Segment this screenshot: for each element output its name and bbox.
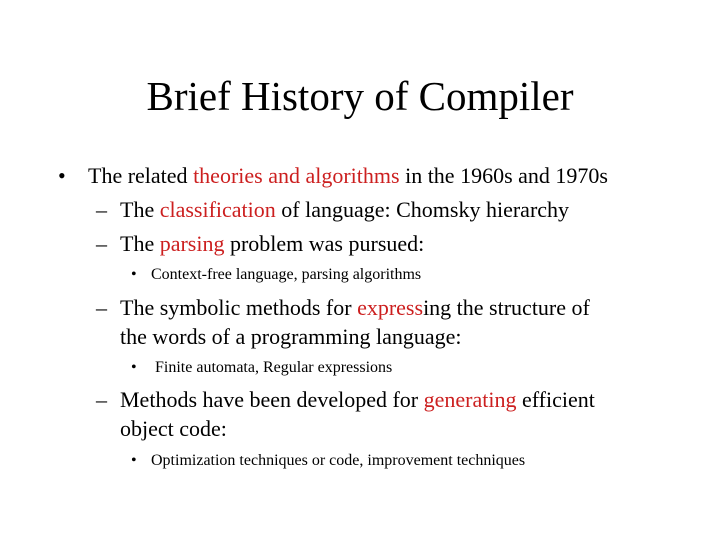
bullet-marker: • — [131, 452, 137, 469]
sub-text-pre: The symbolic methods for — [120, 295, 358, 320]
bullet-item-1 — [58, 161, 608, 191]
sub-text-pre: The — [120, 231, 160, 256]
tertiary-item-1 — [131, 264, 421, 286]
slide-title: Brief History of Compiler — [146, 73, 574, 119]
tertiary-text: Finite automata, Regular expressions — [155, 359, 393, 376]
sub-text-post: of language: Chomsky hierarchy — [275, 197, 570, 222]
bullet-marker: • — [131, 359, 137, 376]
tertiary-text: Optimization techniques or code, improvement techniques — [151, 452, 526, 469]
dash-marker: – — [96, 387, 107, 412]
bullet-text-pre: The related — [88, 163, 194, 188]
dash-marker: – — [96, 295, 107, 320]
bullet-text-post: in the 1960s and 1970s — [399, 163, 608, 188]
sub-text-post: efficient — [516, 387, 595, 412]
sub-item-4-continuation: object code: — [120, 416, 227, 441]
dash-marker: – — [96, 231, 107, 256]
highlighted-term: generating — [423, 387, 517, 412]
sub-item-3 — [96, 293, 590, 323]
tertiary-item-2 — [131, 357, 392, 379]
sub-text-post: ing the structure of — [423, 295, 590, 320]
bullet-marker: • — [131, 266, 137, 283]
sub-item-1 — [96, 195, 569, 225]
highlighted-term: express — [357, 295, 424, 320]
highlighted-term: theories and algorithms — [193, 163, 400, 188]
sub-item-2 — [96, 229, 424, 259]
dash-marker: – — [96, 197, 107, 222]
sub-item-4 — [96, 385, 595, 415]
highlighted-term: classification — [159, 197, 276, 222]
sub-text-post: problem was pursued: — [224, 231, 425, 256]
bullet-marker: • — [58, 163, 66, 188]
sub-item-3-continuation: the words of a programming language: — [120, 324, 462, 349]
tertiary-text: Context-free language, parsing algorithms — [151, 266, 422, 283]
highlighted-term: parsing — [159, 231, 225, 256]
sub-text-pre: Methods have been developed for — [120, 387, 424, 412]
tertiary-item-3 — [131, 450, 525, 472]
sub-text-pre: The — [120, 197, 160, 222]
